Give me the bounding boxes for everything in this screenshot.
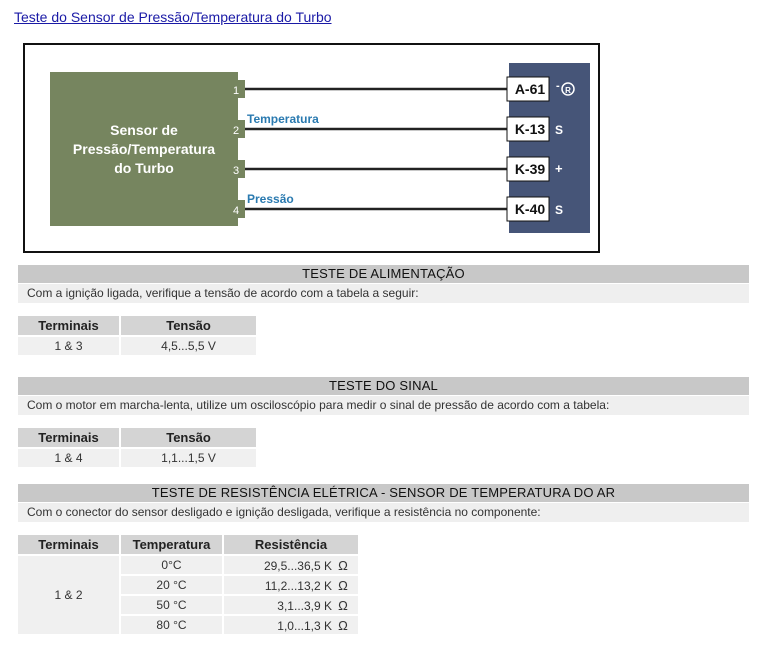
pin-number-2: 2 — [232, 125, 240, 137]
cell-temperatura: 0°C — [120, 555, 223, 575]
pin-number-3: 3 — [232, 165, 240, 177]
cell-temperatura: 50 °C — [120, 595, 223, 615]
table-sinal — [18, 428, 256, 467]
cell-tensao: 4,5...5,5 V — [120, 336, 256, 355]
cell-terminais: 1 & 3 — [18, 336, 120, 355]
resistance-value: 11,2...13,2 K — [264, 578, 332, 593]
pin-number-1: 1 — [232, 85, 240, 97]
sensor-label-3: do Turbo — [114, 160, 174, 176]
cell-resistencia — [223, 555, 358, 575]
signal-k39: + — [555, 161, 563, 176]
connector-k40: K-40 — [514, 201, 546, 217]
col-header: Temperatura — [120, 535, 223, 555]
col-header: Terminais — [18, 316, 120, 336]
ohm-icon: Ω — [338, 577, 348, 593]
col-header: Resistência — [223, 535, 358, 555]
col-header: Terminais — [18, 428, 120, 448]
table-row — [18, 448, 256, 467]
table-row — [18, 336, 256, 355]
cell-temperatura: 80 °C — [120, 615, 223, 634]
resistance-value: 29,5...36,5 K — [263, 558, 332, 573]
resistance-value: 1,0...1,3 K — [277, 618, 332, 633]
table-alimentacao — [18, 316, 256, 355]
pin-number-4: 4 — [232, 205, 240, 217]
ohm-icon: Ω — [338, 557, 348, 573]
signal-k13: S — [555, 123, 564, 137]
cell-resistencia — [223, 615, 358, 634]
wiring-diagram — [23, 43, 600, 253]
section-title-alimentacao: TESTE DE ALIMENTAÇÃO — [18, 265, 749, 283]
sensor-label-2: Pressão/Temperatura — [72, 141, 216, 157]
col-header: Tensão — [120, 316, 256, 336]
connector-k13: K-13 — [514, 121, 546, 137]
cell-terminais: 1 & 4 — [18, 448, 120, 467]
connector-a61: A-61 — [514, 81, 546, 97]
section-desc-resistencia: Com o conector do sensor desligado e ignição desligada, verifique a resistência no componente: — [18, 503, 749, 522]
signal-k40: S — [555, 203, 564, 217]
cell-tensao: 1,1...1,5 V — [120, 448, 256, 467]
section-title-sinal: TESTE DO SINAL — [18, 377, 749, 395]
resistance-value: 3,1...3,9 K — [277, 598, 332, 613]
table-row — [18, 555, 358, 575]
wire-label-pressao: Pressão — [247, 192, 294, 206]
signal-ground-dash: - — [556, 80, 560, 92]
sensor-label-1: Sensor de — [110, 122, 178, 138]
connector-k39: K-39 — [514, 161, 546, 177]
cell-resistencia — [223, 575, 358, 595]
table-resistencia — [18, 535, 358, 634]
cell-temperatura: 20 °C — [120, 575, 223, 595]
cell-resistencia — [223, 595, 358, 615]
ohm-icon: Ω — [338, 597, 348, 613]
section-desc-sinal: Com o motor em marcha-lenta, utilize um osciloscópio para medir o sinal de pressão de acordo com a tabela: — [18, 396, 749, 415]
section-desc-alimentacao: Com a ignição ligada, verifique a tensão de acordo com a tabela a seguir: — [18, 284, 749, 303]
col-header: Terminais — [18, 535, 120, 555]
wire-label-temperatura: Temperatura — [247, 112, 319, 126]
page-title-link[interactable]: Teste do Sensor de Pressão/Temperatura do Turbo — [14, 9, 332, 25]
col-header: Tensão — [120, 428, 256, 448]
section-title-resistencia: TESTE DE RESISTÊNCIA ELÉTRICA - SENSOR DE TEMPERATURA DO AR — [18, 484, 749, 502]
cell-terminais: 1 & 2 — [18, 555, 120, 634]
ground-symbol-letter: R — [565, 86, 571, 95]
ohm-icon: Ω — [338, 617, 348, 633]
